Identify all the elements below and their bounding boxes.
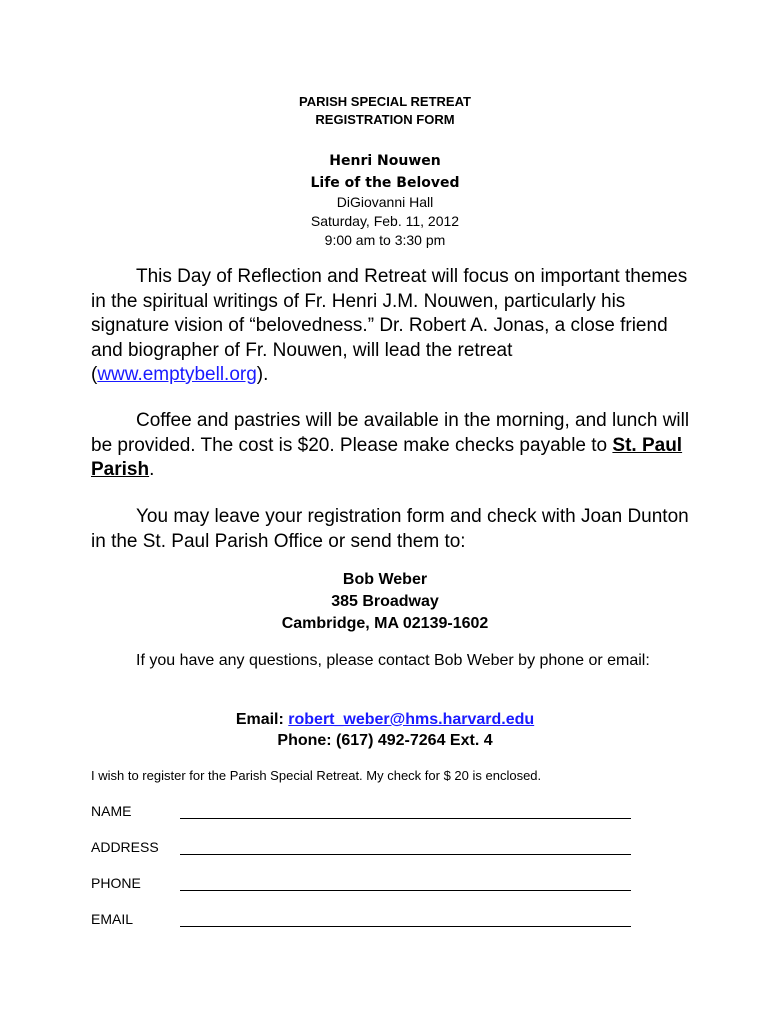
email-label: Email: bbox=[235, 711, 289, 728]
cost-text-end: . bbox=[149, 459, 155, 480]
submission-text: You may leave your registration form and check with Joan Dunton in the St. Paul Parish Office or send them to: bbox=[91, 506, 689, 552]
email-input-line[interactable] bbox=[180, 926, 631, 927]
cost-text: Coffee and pastries will be available in the morning, and lunch will be provided. The cost is $20. Please make checks payable to bbox=[91, 410, 690, 456]
address-name: Bob Weber bbox=[342, 571, 428, 588]
event-speaker: Henri Nouwen bbox=[329, 153, 441, 169]
address-label: ADDRESS bbox=[91, 839, 159, 855]
event-date: Saturday, Feb. 11, 2012 bbox=[310, 213, 460, 229]
phone-field-row bbox=[91, 875, 631, 897]
address-input-line[interactable] bbox=[180, 854, 631, 855]
header-line-1: PARISH SPECIAL RETREAT bbox=[299, 94, 471, 109]
event-time: 9:00 am to 3:30 pm bbox=[324, 232, 446, 248]
address-field-row bbox=[91, 839, 631, 861]
email-field-row bbox=[91, 911, 631, 933]
description-text-end: ). bbox=[256, 364, 269, 385]
name-field-row bbox=[91, 803, 631, 825]
name-input-line[interactable] bbox=[180, 818, 631, 819]
mailing-address bbox=[0, 569, 770, 635]
phone-label: PHONE bbox=[91, 875, 141, 891]
address-street: 385 Broadway bbox=[331, 593, 439, 610]
questions-sentence: If you have any questions, please contact Bob Weber by phone or email: bbox=[136, 652, 650, 669]
email-field-label: EMAIL bbox=[91, 911, 134, 927]
description-paragraph bbox=[91, 265, 691, 388]
contact-phone: Phone: (617) 492-7264 Ext. 4 bbox=[277, 732, 493, 749]
questions-text bbox=[91, 650, 691, 671]
contact-email-line bbox=[0, 709, 770, 730]
submission-paragraph bbox=[91, 505, 691, 554]
description-text: This Day of Reflection and Retreat will focus on important themes in the spiritual writings of Fr. Henri J.M. Nouwen, particularly his signature vision of “belovedness.” Dr. Robert A. Jonas, a close friend and biographer of Fr. Nouwen, will lead the retreat ( bbox=[91, 266, 688, 385]
cost-paragraph bbox=[91, 409, 691, 483]
event-title: Life of the Beloved bbox=[310, 175, 460, 191]
emptybell-link[interactable]: www.emptybell.org bbox=[97, 364, 257, 385]
email-link[interactable]: robert_weber@hms.harvard.edu bbox=[288, 711, 535, 728]
event-info bbox=[0, 152, 770, 250]
event-venue: DiGiovanni Hall bbox=[336, 194, 434, 210]
address-city: Cambridge, MA 02139-1602 bbox=[281, 615, 489, 632]
name-label: NAME bbox=[91, 803, 132, 819]
phone-input-line[interactable] bbox=[180, 890, 631, 891]
contact-info bbox=[0, 709, 770, 751]
header-line-2: REGISTRATION FORM bbox=[315, 112, 455, 127]
form-header bbox=[0, 93, 770, 129]
registration-statement: I wish to register for the Parish Special Retreat. My check for $ 20 is enclosed. bbox=[91, 768, 542, 783]
payee-name: St. Paul Parish bbox=[91, 434, 683, 480]
